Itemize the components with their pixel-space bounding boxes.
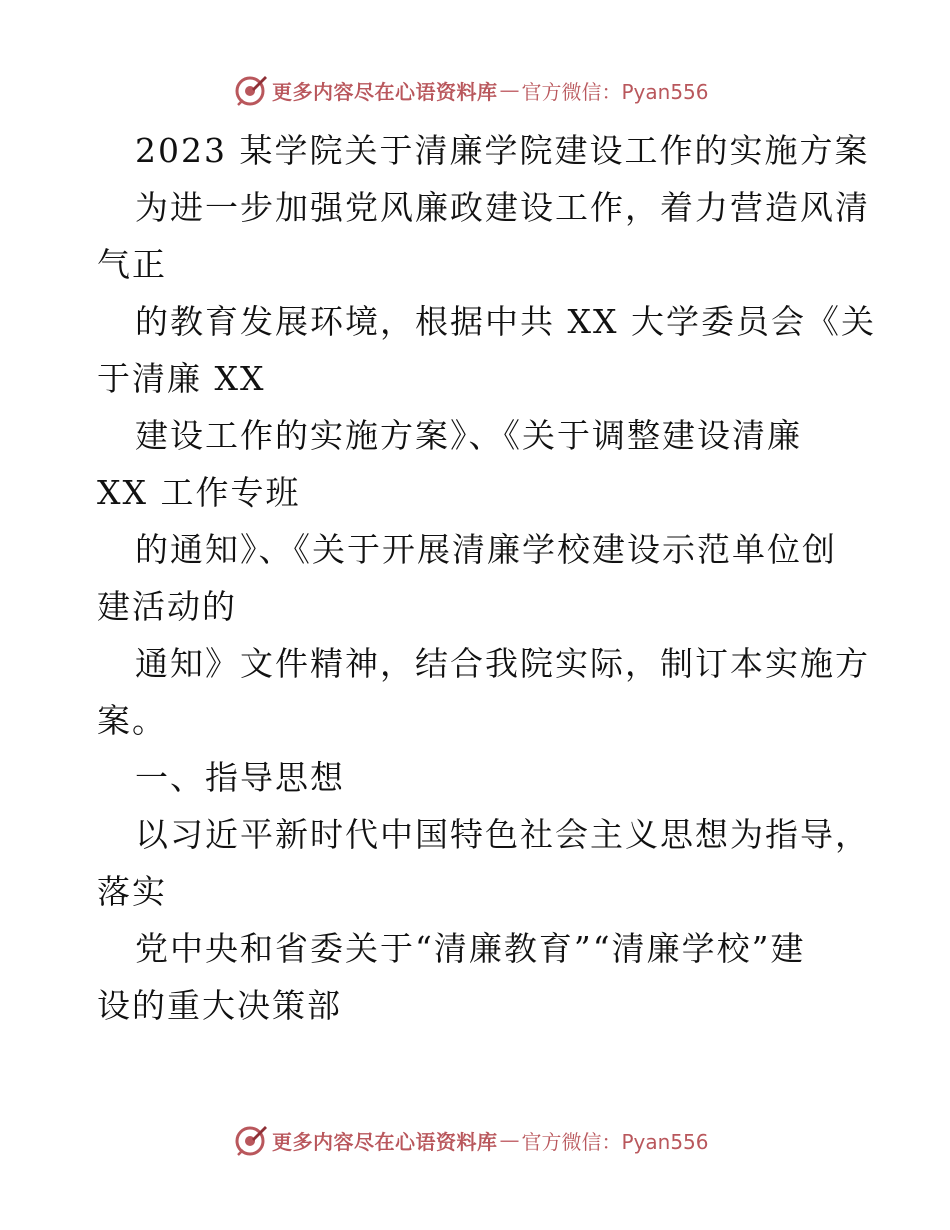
doc-line: 案。	[97, 701, 167, 740]
doc-title: 2023 某学院关于清廉学院建设工作的实施方案	[135, 131, 870, 170]
doc-line: 建设工作的实施方案》、《关于调整建设清廉	[135, 416, 802, 455]
section-heading: 一、指导思想	[135, 758, 345, 797]
document-body	[97, 122, 876, 1034]
watermark-text: 更多内容尽在心语资料库	[272, 79, 498, 104]
doc-line: 以习近平新时代中国特色社会主义思想为指导，	[135, 815, 870, 854]
watermark-text: 更多内容尽在心语资料库	[272, 1129, 498, 1154]
doc-line: 落实	[97, 872, 167, 911]
doc-line: 的教育发展环境，根据中共 XX 大学委员会《关	[135, 302, 876, 341]
footer-watermark	[234, 1122, 709, 1158]
doc-line: 党中央和省委关于“清廉教育”“清廉学校”建	[135, 929, 806, 968]
watermark-wechat: 官方微信：Pyan556	[521, 1129, 709, 1154]
pen-logo-icon	[234, 1123, 268, 1157]
pen-logo-icon	[234, 73, 268, 107]
doc-line: 设的重大决策部	[97, 986, 342, 1025]
watermark-wechat: 官方微信：Pyan556	[521, 79, 709, 104]
doc-line: 于清廉 XX	[97, 359, 266, 398]
watermark-dash: —	[499, 1128, 520, 1152]
watermark-dash: —	[499, 78, 520, 102]
header-watermark	[234, 72, 709, 108]
doc-line: 建活动的	[97, 587, 237, 626]
doc-line: 的通知》、《关于开展清廉学校建设示范单位创	[135, 530, 837, 569]
doc-line: 通知》文件精神，结合我院实际，制订本实施方	[135, 644, 870, 683]
doc-line: XX 工作专班	[97, 473, 301, 512]
doc-line: 气正	[97, 245, 167, 284]
doc-line: 为进一步加强党风廉政建设工作，着力营造风清	[135, 188, 870, 227]
